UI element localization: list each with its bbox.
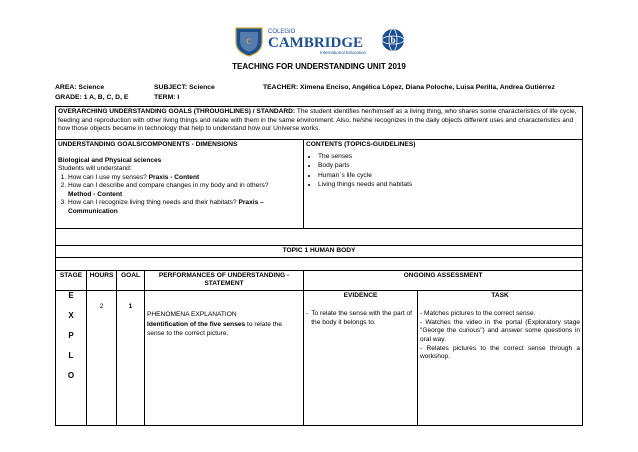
area-field (55, 84, 104, 93)
grade-value: 1 A, B, C, D, E (83, 94, 129, 101)
logo-tagline: International Education (320, 50, 367, 55)
task-list (420, 310, 580, 361)
term-label: TERM: (154, 94, 176, 101)
unit-table (55, 106, 583, 426)
list-item: 2. How can I describe and compare changes in my body and in others? Method - Content (68, 182, 301, 199)
performance-statement: Identification of the five senses to relate the sense to the correct picture. (147, 321, 282, 337)
dimensions-subheading: Biological and Physical sciences (58, 156, 162, 164)
dimensions-row (56, 140, 583, 229)
list-item: - Matches pictures to the correct sense. (420, 310, 536, 318)
list-item: 3. How can I recognize living thing needs and their habitats? Praxis – Communication (68, 199, 301, 216)
evidence-header: EVIDENCE (343, 291, 378, 299)
teacher-label: TEACHER: (263, 84, 299, 91)
page-title: TEACHING FOR UNDERSTANDING UNIT 2019 (232, 62, 406, 71)
grade-label: GRADE: (55, 94, 82, 101)
goals-heading: OVERARCHING UNDERSTANDING GOALS (THROUGHLINES) / STANDARD: (58, 108, 296, 115)
grade-field (55, 94, 128, 103)
performances-header: PERFORMANCES OF UNDERSTANDING -STATEMENT (145, 270, 304, 290)
goals-row (56, 107, 583, 140)
goals-text: The student identifies her/himself as a living thing, who shares some characteristics of life cycle, feeding and reproduction with other living things and relate with them in the same environment. Also, he/she recognizes in the daily objects different uses and characteristics and how those objects became in technology that help to understand how our Universe works. (58, 108, 577, 133)
term-field (154, 94, 179, 103)
dimensions-list (58, 174, 301, 217)
list-item: • Body parts (318, 162, 580, 171)
table-row (56, 290, 583, 425)
area-value: Science (78, 84, 105, 91)
evidence-item: - To relate the sense with the part of the body it belongs to. (306, 310, 412, 326)
hours-cell: 2 (87, 290, 117, 425)
list-item: • Living things needs and habitats (318, 181, 580, 190)
performance-cell (145, 290, 304, 425)
dimensions-intro: Students will understand: (58, 165, 132, 173)
subject-field (154, 84, 215, 93)
evidence-cell (304, 290, 418, 425)
stage-cell (56, 290, 87, 425)
area-label: AREA: (55, 84, 77, 91)
dimensions-heading: UNDERSTANDING GOALS/COMPONENTS - DIMENSIONS (58, 141, 238, 148)
term-value: I (177, 94, 180, 101)
stage-letters: E X P L O (67, 290, 75, 380)
globe-icon (382, 29, 404, 51)
subject-value: Science (189, 84, 215, 91)
goal-header: GOAL (117, 270, 145, 290)
contents-cell (304, 140, 583, 229)
logo-name: CAMBRIDGE (268, 35, 364, 51)
svg-text:C: C (246, 37, 252, 46)
assessment-header: ONGOING ASSESSMENT (304, 270, 583, 290)
list-item: - Relates pictures to the correct sense through a workshop. (420, 344, 581, 361)
contents-list (306, 153, 580, 190)
task-cell (418, 290, 583, 425)
teacher-value: Ximena Enciso, Angélica López, Diana Poloche, Luisa Perilla, Andrea Gutiérrez (300, 84, 555, 91)
logo-prefix: COLEGIO (268, 29, 296, 35)
topic-title: TOPIC 1 HUMAN BODY (56, 246, 583, 258)
list-item: • Human´s life cycle (318, 172, 580, 181)
task-header: TASK (491, 291, 509, 299)
hours-header: HOURS (87, 270, 117, 290)
list-item: 1. How can I use my senses? Praxis - Content (68, 174, 301, 183)
contents-heading: CONTENTS (TOPICS-GUIDELINES) (306, 141, 416, 148)
teacher-field (263, 84, 555, 93)
goals-cell (56, 107, 583, 140)
cambridge-logo (228, 22, 410, 58)
list-item: • The senses (318, 153, 580, 162)
dimensions-cell (56, 140, 304, 229)
spacer-row (56, 229, 583, 246)
subject-label: SUBJECT: (154, 84, 188, 91)
topic-row (56, 246, 583, 258)
list-item: - Watches the video in the portal (Exploratory stage "George the curious") and answer some questions in oral way. (420, 318, 581, 343)
header-row (56, 270, 583, 290)
svg-text:b: b (390, 35, 396, 45)
performance-title: PHENOMENA EXPLANATION (147, 310, 237, 318)
crest-icon (236, 28, 262, 56)
goal-cell: 1 (117, 290, 145, 425)
spacer-row (56, 257, 583, 270)
stage-header: STAGE (56, 270, 87, 290)
